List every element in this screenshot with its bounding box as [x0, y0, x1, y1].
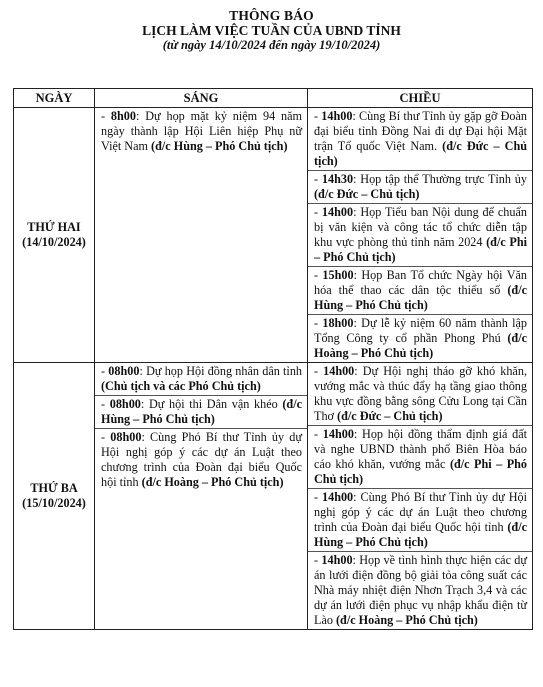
entry-time: 15h00 [322, 268, 354, 282]
document-header [0, 8, 543, 53]
entry-text: : Họp Ban Tổ chức Ngày hội Văn hóa thể thao các dân tộc thiểu số [314, 268, 527, 297]
day-cell [14, 363, 95, 630]
day-date: (14/10/2024) [22, 235, 86, 249]
entry-prefix: - [314, 172, 322, 186]
entry-text: : Cùng Bí thư Tỉnh ủy gặp gỡ Đoàn đại biểu tỉnh Đồng Nai đi dự Đại hội Mặt trận Tổ quốc Việt Nam. [314, 109, 527, 153]
entry-responsible: (đ/c Hùng – Phó Chủ tịch) [314, 520, 527, 549]
entry-responsible: (đ/c Hoàng – Phó Chủ tịch) [336, 613, 478, 627]
schedule-entry [308, 488, 532, 551]
entry-responsible: (đ/c Đức – Chủ tịch) [314, 187, 420, 201]
entry-prefix: - [314, 205, 322, 219]
entry-responsible: (đ/c Đức – Chủ tịch) [314, 139, 527, 168]
entry-time: 14h00 [322, 427, 354, 441]
entry-prefix: - [101, 364, 109, 378]
schedule-entry [95, 108, 307, 155]
entry-responsible: (đ/c Hùng – Phó Chủ tịch) [314, 283, 527, 312]
schedule-table [13, 88, 533, 630]
entry-time: 08h00 [108, 364, 140, 378]
column-header-day: NGÀY [14, 89, 95, 108]
schedule-entry [308, 170, 532, 203]
schedule-entry [308, 203, 532, 266]
entry-text: : Họp về tình hình thực hiện các dự án lưới điện đồng bộ giải tỏa công suất các Nhà máy nhiệt điện Nhơn Trạch 3,4 và các dự án lưới điện phục vụ nhập khẩu điện từ Lào [314, 553, 527, 627]
entry-time: 14h00 [321, 205, 354, 219]
day-name: THỨ HAI [27, 220, 81, 234]
entry-responsible: (đ/c Đức – Chủ tịch) [337, 409, 443, 423]
schedule-title: LỊCH LÀM VIỆC TUẦN CỦA UBND TỈNH [142, 23, 401, 38]
schedule-entry [95, 428, 307, 491]
entry-time: 8h00 [110, 109, 136, 123]
entry-responsible: (đ/c Hoàng – Phó Chủ tịch) [314, 331, 527, 360]
table-row [14, 108, 533, 363]
entry-time: 14h00 [321, 553, 353, 567]
entry-prefix: - [101, 430, 111, 444]
entry-prefix: - [314, 490, 322, 504]
entry-text: : Cùng Phó Bí thư Tỉnh ủy dự Hội nghị góp ý các dự án Luật theo chương trình của Đoàn đại biểu Quốc hội tỉnh [314, 490, 527, 534]
entry-responsible: (Chủ tịch và các Phó Chủ tịch) [101, 379, 261, 393]
entry-responsible: (đ/c Phi – Phó Chủ tịch) [314, 457, 528, 486]
schedule-entry [95, 395, 307, 428]
schedule-entry [95, 363, 307, 395]
entry-time: 18h00 [322, 316, 354, 330]
entry-prefix: - [101, 397, 110, 411]
entry-time: 14h00 [323, 364, 355, 378]
schedule-entry [308, 314, 532, 362]
entry-time: 14h00 [321, 109, 353, 123]
morning-cell [95, 108, 308, 363]
entry-responsible: (đ/c Hoàng – Phó Chủ tịch) [141, 475, 284, 489]
entry-text: : Dự họp Hội đồng nhân dân tỉnh [139, 364, 303, 378]
entry-prefix: - [314, 268, 323, 282]
afternoon-cell [308, 363, 533, 630]
entry-prefix: - [314, 427, 323, 441]
entry-time: 08h00 [110, 430, 142, 444]
date-range: (từ ngày 14/10/2024 đến ngày 19/10/2024) [162, 38, 381, 52]
morning-cell [95, 363, 308, 630]
entry-prefix: - [314, 364, 324, 378]
entry-responsible: (đ/c Hùng – Phó Chủ tịch) [101, 397, 303, 426]
entry-time: 14h30 [321, 172, 354, 186]
entry-time: 14h00 [322, 490, 354, 504]
entry-prefix: - [314, 316, 323, 330]
entry-responsible: (đ/c Phi – Phó Chủ tịch) [314, 235, 527, 264]
notice-title: THÔNG BÁO [229, 8, 314, 23]
afternoon-cell [308, 108, 533, 363]
column-header-morning: SÁNG [95, 89, 308, 108]
schedule-entry [308, 108, 532, 170]
day-name: THỨ BA [30, 481, 78, 495]
entry-prefix: - [101, 109, 111, 123]
entry-text: : Dự họp mặt kỷ niệm 94 năm ngày thành lập Hội Liên hiệp Phụ nữ Việt Nam [101, 109, 303, 153]
schedule-entry [308, 363, 532, 425]
entry-text: : Họp tập thể Thường trực Tỉnh ủy [353, 172, 527, 186]
entry-text: : Họp hội đồng thẩm định giá đất và nghe UBND thành phố Biên Hòa báo cáo khó khăn, vướng mắc [314, 427, 527, 471]
entry-responsible: (đ/c Hùng – Phó Chủ tịch) [151, 139, 288, 153]
schedule-entry [308, 551, 532, 629]
entry-time: 08h00 [109, 397, 141, 411]
table-header-row [14, 89, 533, 108]
entry-text: : Dự Hội nghị tháo gỡ khó khăn, vướng mắc và thúc đẩy hạ tầng giao thông khu vực đồng bằng sông Cửu Long tại Cần Thơ [314, 364, 527, 423]
day-date: (15/10/2024) [22, 496, 86, 510]
table-row [14, 363, 533, 630]
day-cell [14, 108, 95, 363]
column-header-afternoon: CHIỀU [308, 89, 533, 108]
entry-text: : Cùng Phó Bí thư Tỉnh ủy dự Hội nghị góp ý các dự án Luật theo chương trình của Đoàn đại biểu Quốc hội tỉnh [101, 430, 303, 489]
entry-text: : Dự lễ kỷ niệm 60 năm thành lập Tổng Công ty cổ phần Phong Phú [314, 316, 527, 345]
entry-text: : Dự hội thi Dân vận khéo [140, 397, 283, 411]
schedule-entry [308, 266, 532, 314]
entry-text: : Họp Tiểu ban Nội dung để chuẩn bị văn kiện và công tác tổ chức diễn tập khu vực phòng thủ tỉnh năm 2024 [314, 205, 527, 249]
schedule-entry [308, 425, 532, 488]
entry-prefix: - [314, 553, 322, 567]
entry-prefix: - [314, 109, 322, 123]
